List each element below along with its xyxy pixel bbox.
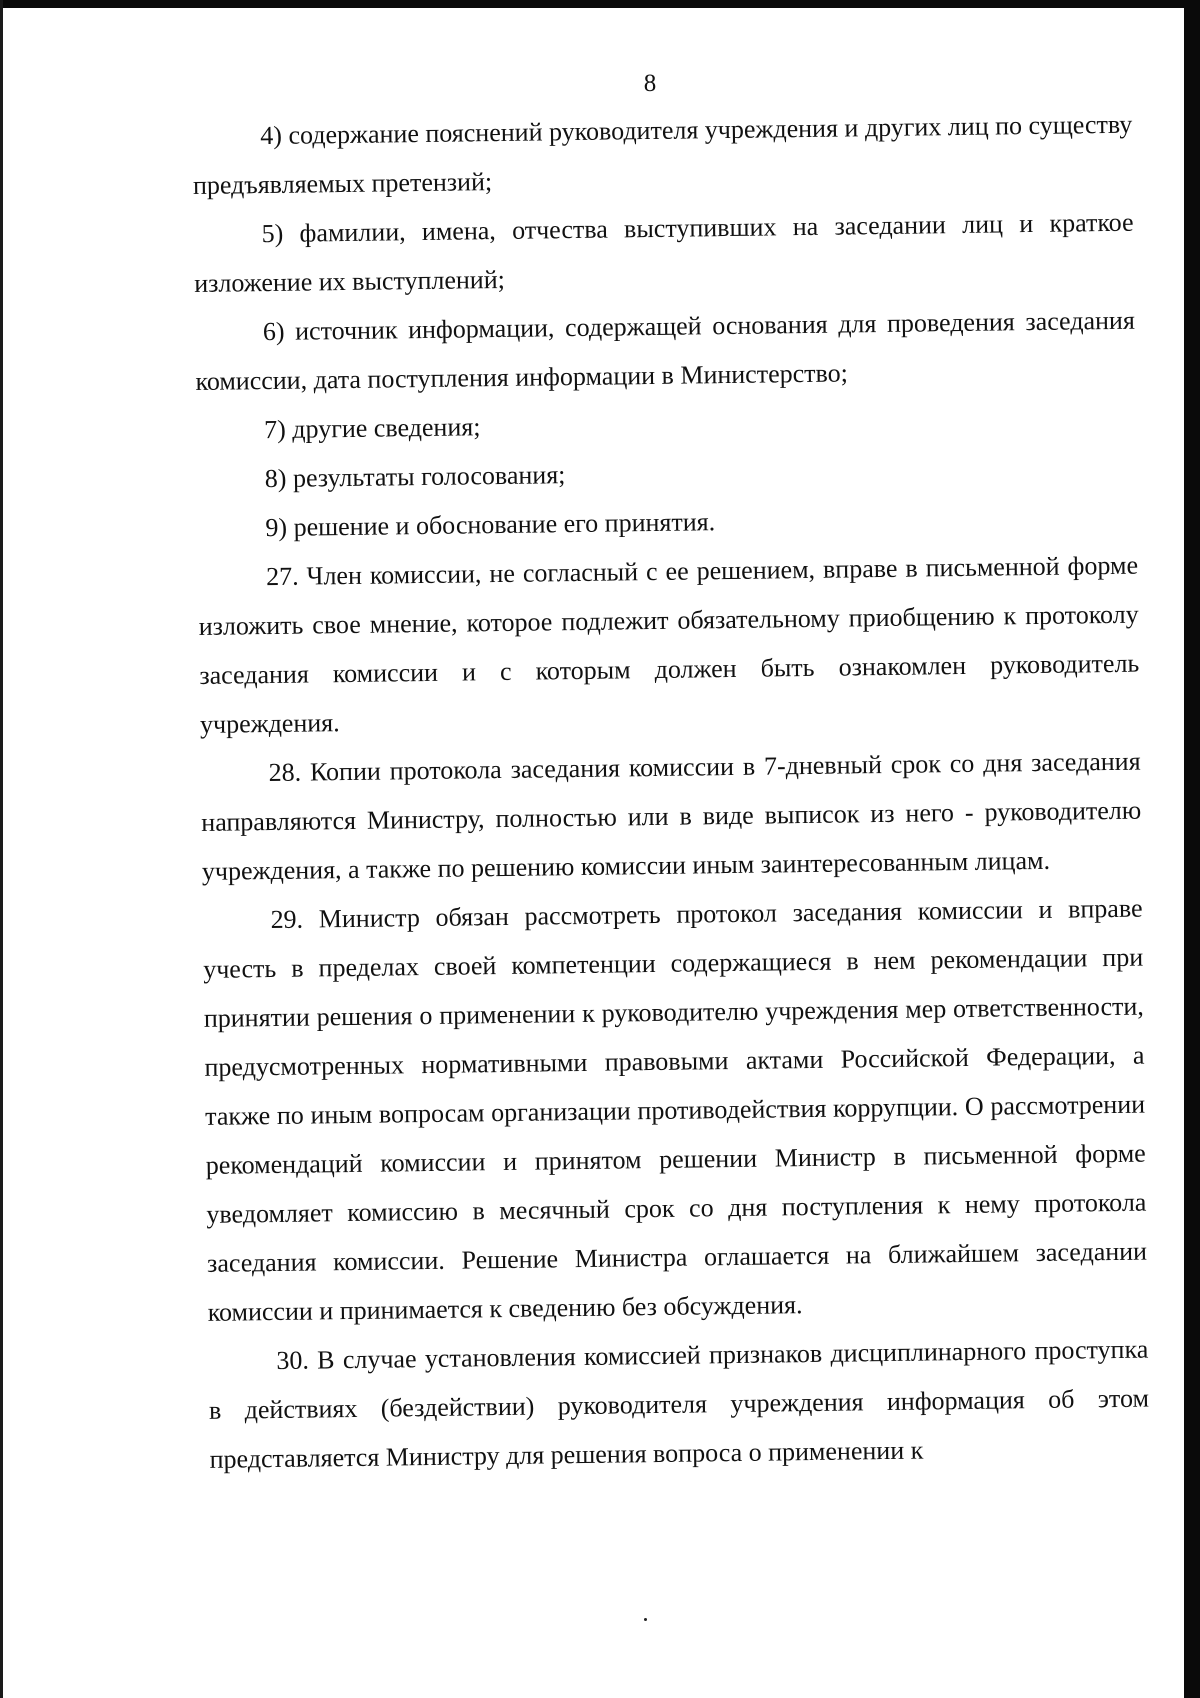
list-item-4: 4) содержание пояснений руководителя учреждения и других лиц по существу предъявляемых претензий; <box>192 109 1133 200</box>
clause-29: 29. Министр обязан рассмотреть протокол заседания комиссии и вправе учесть в пределах своей компетенции содержащиеся в нем рекомендации при принятии решения о применении к руководителю учреждения мер ответственности, предусмотренных нормативными правовыми актами Российской Федерации, а также по иным вопросам организации противодействия коррупции. О рассмотрении рекомендаций комиссии и принятом решении Министр в письменной форме уведомляет комиссию в месячный срок со дня поступления к нему протокола заседания комиссии. Решение Министра оглашается на ближайшем заседании комиссии и принимается к сведению без обсуждения. <box>203 893 1148 1327</box>
clause-28: 28. Копии протокола заседания комиссии в 7-дневный срок со дня заседания направляются Министру, полностью или в виде выписок из него - руководителю учреждения, а также по решению комиссии иным заинтересованным лицам. <box>201 746 1142 886</box>
list-item-9: 9) решение и обоснование его принятия. <box>265 507 716 543</box>
clause-27: 27. Член комиссии, не согласный с ее решением, вправе в письменной форме изложить свое мнение, которое подлежит обязательному приобщению к протоколу заседания комиссии и с которым должен быть ознакомлен руководитель учреждения. <box>198 550 1140 739</box>
list-item-6: 6) источник информации, содержащей основания для проведения заседания комиссии, дата поступления информации в Министерство; <box>195 305 1135 396</box>
scan-speck <box>644 1618 647 1621</box>
list-item-8: 8) результаты голосования; <box>264 460 566 494</box>
document-body <box>192 100 1150 1484</box>
clause-30: 30. В случае установления комиссией признаков дисциплинарного проступка в действиях (бездействии) руководителя учреждения информация об этом представляется Министру для решения вопроса о применении к <box>208 1334 1150 1474</box>
page-number: 8 <box>643 70 657 97</box>
list-item-5: 5) фамилии, имена, отчества выступивших на заседании лиц и краткое изложение их выступлений; <box>194 207 1134 298</box>
list-item-7: 7) другие сведения; <box>263 412 481 445</box>
